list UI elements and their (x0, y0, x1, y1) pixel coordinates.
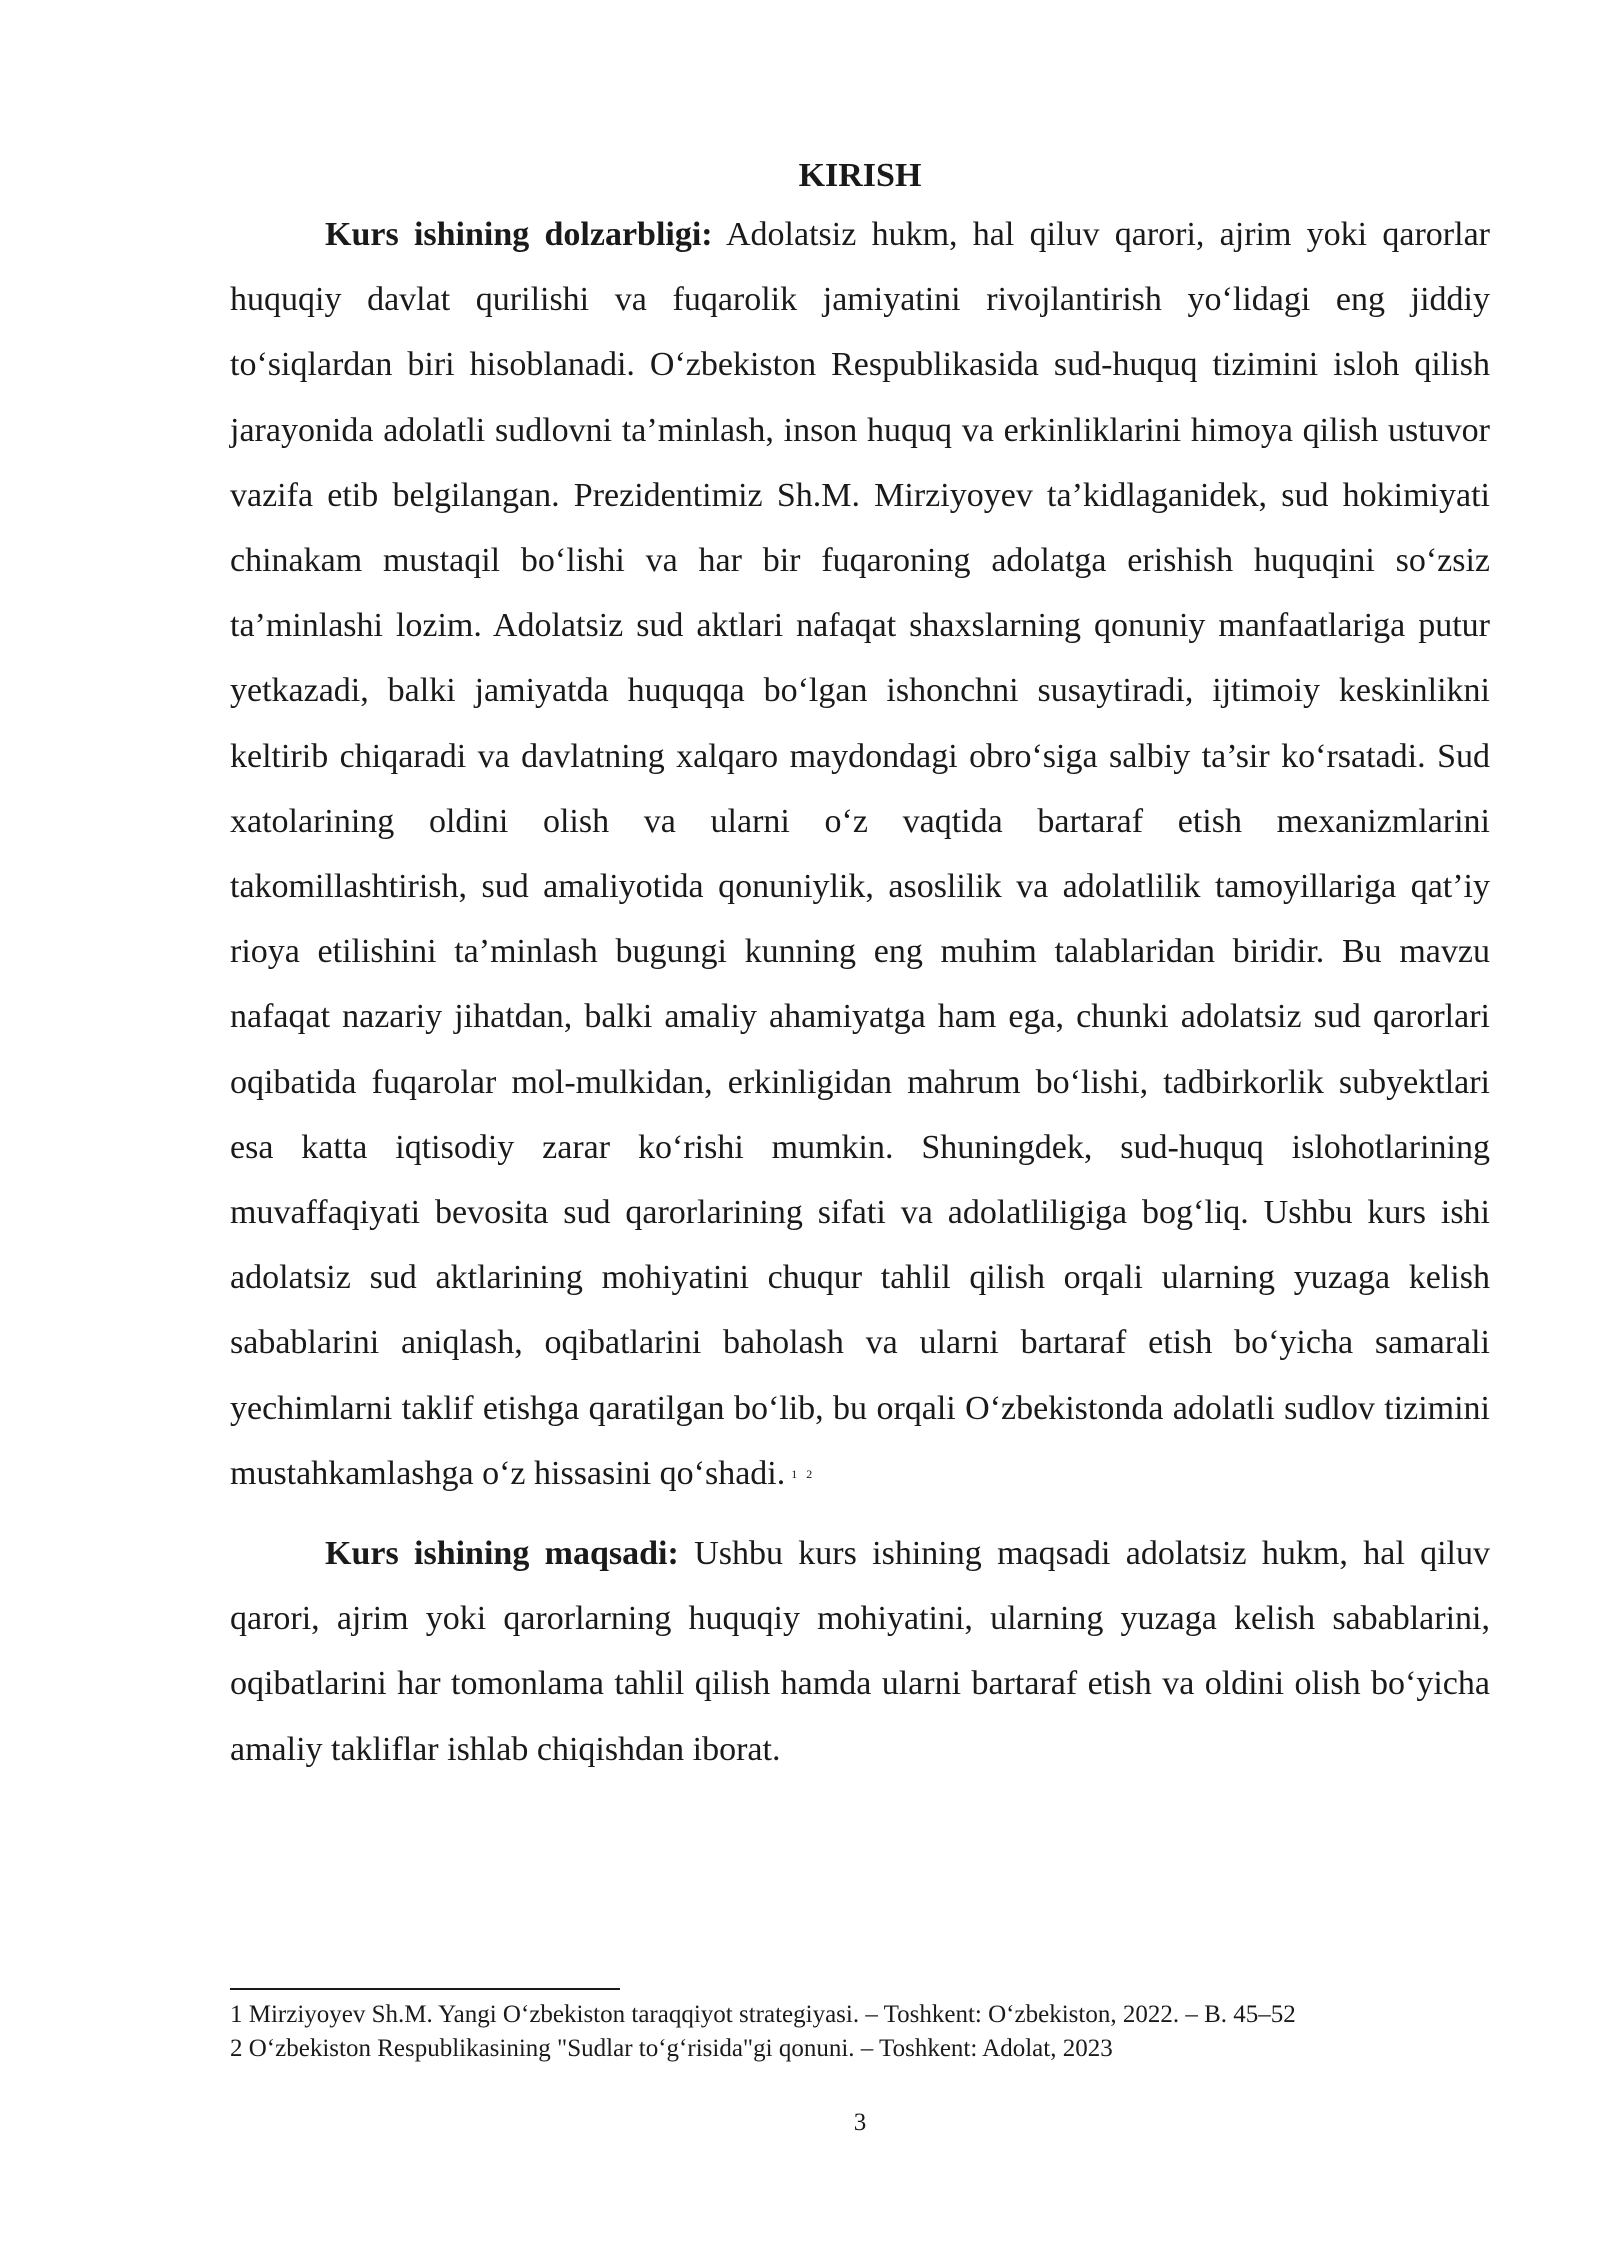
relevance-lead: Kurs ishining dolzarbligi: (325, 216, 713, 253)
footnote-separator (230, 1988, 620, 1990)
goal-paragraph (230, 1521, 1490, 1782)
footnote-1: 1 Mirziyoyev Sh.M. Yangi O‘zbekiston taraqqiyot strategiyasi. – Toshkent: O‘zbekiston, 2022. – B. 45–52 (230, 2001, 1296, 2028)
goal-text: Ushbu kurs ishining maqsadi adolatsiz hukm, hal qiluv qarori, ajrim yoki qarorlarning huquqiy mohiyatini, ularning yuzaga kelish sabablarini, oqibatlarini har tomonlama tahlil qilish hamda ularni bartaraf etish va oldini olish bo‘yicha amaliy takliflar ishlab chiqishdan iborat. (230, 1535, 1490, 1768)
relevance-text: Adolatsiz hukm, hal qiluv qarori, ajrim yoki qarorlar huquqiy davlat qurilishi va fuqarolik jamiyatini rivojlantirish yo‘lidagi eng jiddiy to‘siqlardan biri hisoblanadi. O‘zbekiston Respublikasida sud-huquq tizimini isloh qilish jarayonida adolatli sudlovni ta’minlash, inson huquq va erkinliklarini himoya qilish ustuvor vazifa etib belgilangan. Prezidentimiz Sh.M. Mirziyoyev ta’kidlaganidek, sud hokimiyati chinakam mustaqil bo‘lishi va har bir fuqaroning adolatga erishish huquqini so‘zsiz ta’minlashi lozim. Adolatsiz sud aktlari nafaqat shaxslarning qonuniy manfaatlariga putur yetkazadi, balki jamiyatda huquqqa bo‘lgan ishonchni susaytiradi, ijtimoiy keskinlikni keltirib chiqaradi va davlatning xalqaro maydondagi obro‘siga salbiy ta’sir ko‘rsatadi. Sud xatolarining oldini olish va ularni o‘z vaqtida bartaraf etish mexanizmlarini takomillashtirish, sud amaliyotida qonuniylik, asoslilik va adolatlilik tamoyillariga qat’iy rioya etilishini ta’minlash bugungi kunning eng muhim talablaridan biridir. Bu mavzu nafaqat nazariy jihatdan, balki amaliy ahamiyatga ham ega, chunki adolatsiz sud qarorlari oqibatida fuqarolar mol-mulkidan, erkinligidan mahrum bo‘lishi, tadbirkorlik subyektlari esa katta iqtisodiy zarar ko‘rishi mumkin. Shuningdek, sud-huquq islohotlarining muvaffaqiyati bevosita sud qarorlarining sifati va adolatliligiga bog‘liq. Ushbu kurs ishi adolatsiz sud aktlarining mohiyatini chuqur tahlil qilish orqali ularning yuzaga kelish sabablarini aniqlash, oqibatlarini baholash va ularni bartaraf etish bo‘yicha samarali yechimlarni taklif etishga qaratilgan bo‘lib, bu orqali O‘zbekistonda adolatli sudlov tizimini mustahkamlashga o‘z hissasini qo‘shadi. (230, 216, 1490, 1492)
relevance-paragraph (230, 202, 1490, 1506)
footnotes (230, 1998, 1490, 2066)
page-body (230, 150, 1490, 1782)
footnote-2: 2 O‘zbekiston Respublikasining "Sudlar to‘g‘risida"gi qonuni. – Toshkent: Adolat, 2023 (230, 2035, 1113, 2062)
footnote-refs[interactable]: 1 2 (791, 1466, 816, 1481)
goal-lead: Kurs ishining maqsadi: (325, 1535, 679, 1573)
page-number: 3 (853, 2109, 867, 2136)
section-heading: KIRISH (798, 157, 922, 194)
